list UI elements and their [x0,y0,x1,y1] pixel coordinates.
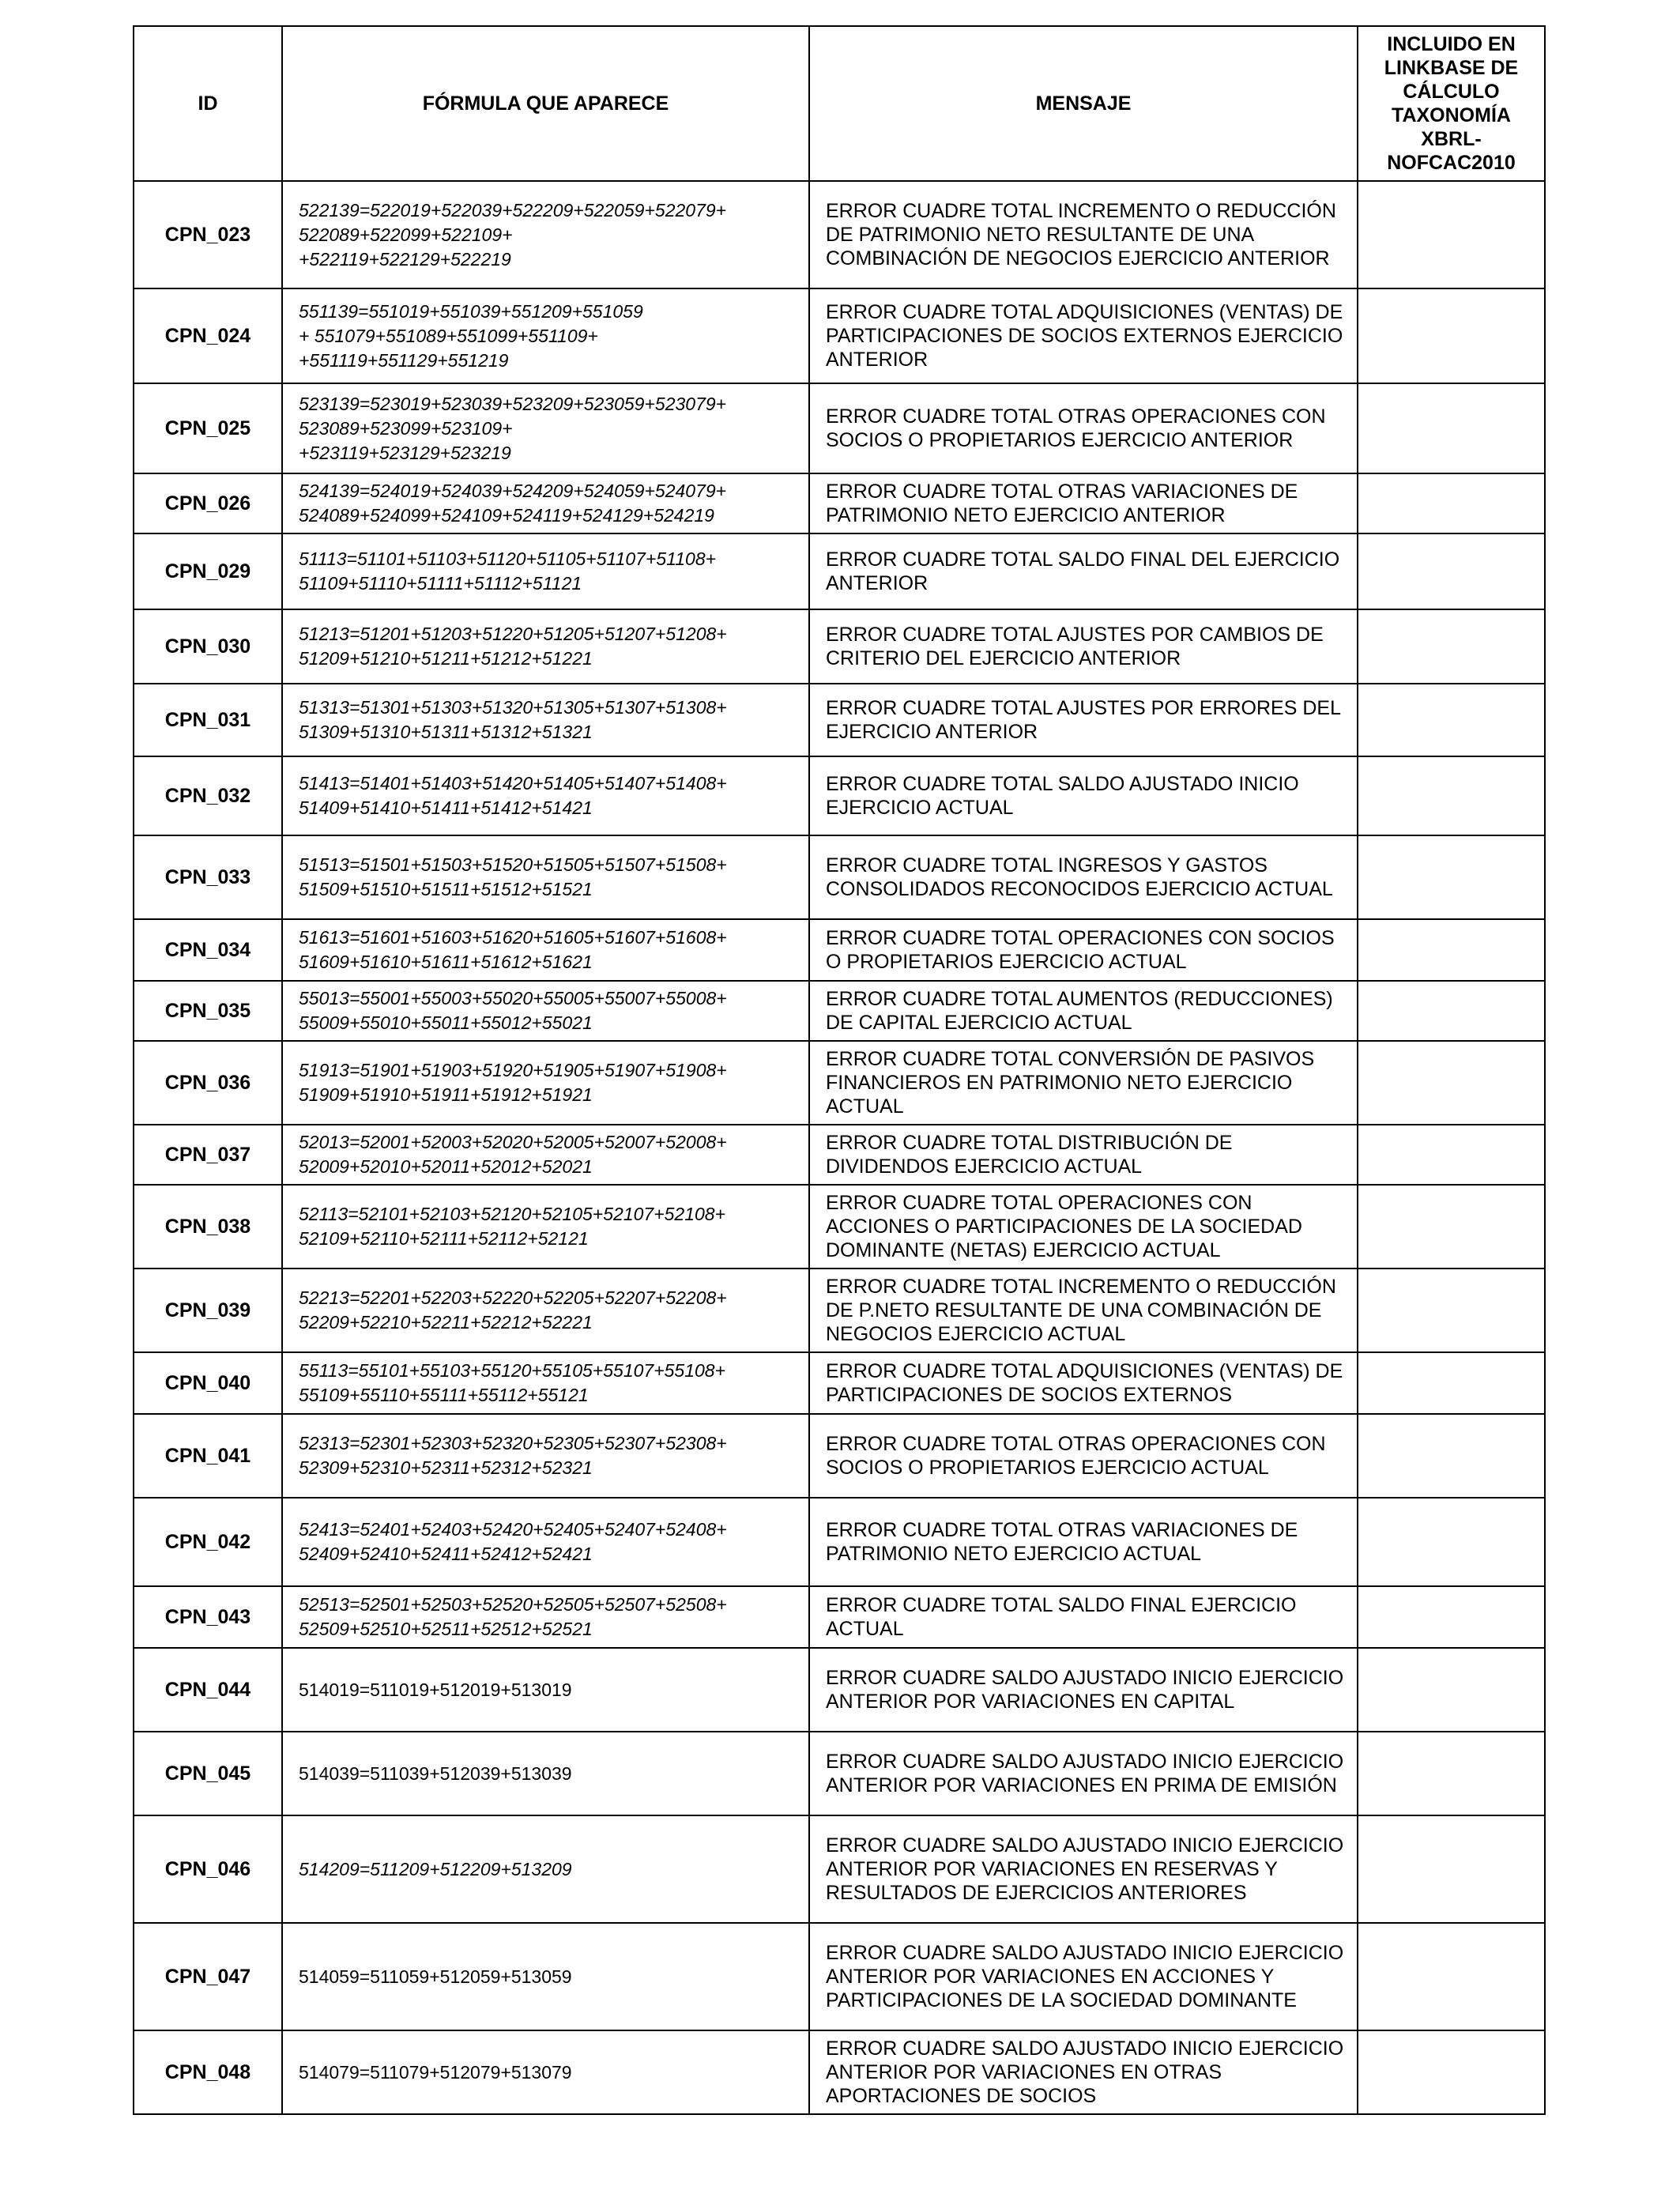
rule-included-cell [1358,1815,1545,1923]
rule-id: CPN_039 [134,1269,282,1352]
formula-line: 51609+51610+51611+51612+51621 [299,952,593,972]
formula-line: 522089+522099+522109+ [299,224,513,245]
table-row [134,1648,1545,1732]
table-row [134,1125,1545,1185]
rule-message: ERROR CUADRE TOTAL DISTRIBUCIÓN DE DIVIDENDOS EJERCICIO ACTUAL [809,1125,1358,1185]
rule-id: CPN_030 [134,609,282,684]
table-row [134,1041,1545,1125]
formula-line: 51113=51101+51103+51120+51105+51107+51108+ [299,548,717,569]
formula-line: 52013=52001+52003+52020+52005+52007+52008+ [299,1132,727,1152]
rule-included-cell [1358,181,1545,288]
rule-formula [282,756,809,835]
rule-message: ERROR CUADRE TOTAL OPERACIONES CON ACCIONES O PARTICIPACIONES DE LA SOCIEDAD DOMINANTE (NETAS) EJERCICIO ACTUAL [809,1185,1358,1269]
formula-line: 551139=551019+551039+551209+551059 [299,300,643,322]
rule-id: CPN_024 [134,288,282,383]
rule-included-cell [1358,533,1545,609]
rule-message: ERROR CUADRE TOTAL INCREMENTO O REDUCCIÓN DE PATRIMONIO NETO RESULTANTE DE UNA COMBINACIÓN DE NEGOCIOS EJERCICIO ANTERIOR [809,181,1358,288]
formula-line: +522119+522129+522219 [299,248,511,270]
table-row [134,1732,1545,1815]
header-formula: FÓRMULA QUE APARECE [282,26,809,181]
rule-id: CPN_031 [134,684,282,756]
rule-formula [282,1041,809,1125]
rule-message: ERROR CUADRE TOTAL SALDO FINAL EJERCICIO ACTUAL [809,1586,1358,1648]
formula-line: 52313=52301+52303+52320+52305+52307+52308+ [299,1433,727,1453]
rule-id: CPN_047 [134,1923,282,2030]
table-row [134,919,1545,981]
formula-line: 51513=51501+51503+51520+51505+51507+51508+ [299,854,727,875]
rule-formula [282,1269,809,1352]
rule-included-cell [1358,1923,1545,2030]
table-row [134,1923,1545,2030]
header-included-line: INCLUIDO EN [1387,33,1516,55]
validation-rules-table [133,25,1546,2115]
rule-message: ERROR CUADRE TOTAL AJUSTES POR CAMBIOS DE CRITERIO DEL EJERCICIO ANTERIOR [809,609,1358,684]
rule-included-cell [1358,1732,1545,1815]
formula-line: 55113=55101+55103+55120+55105+55107+55108+ [299,1360,726,1381]
table-row [134,1269,1545,1352]
formula-line: 51213=51201+51203+51220+51205+51207+51208+ [299,624,727,644]
rule-id: CPN_045 [134,1732,282,1815]
formula-line: 52113=52101+52103+52120+52105+52107+52108+ [299,1204,726,1224]
rule-formula [282,684,809,756]
formula-line: 51909+51910+51911+51912+51921 [299,1084,593,1105]
rule-formula [282,1185,809,1269]
header-included-line: TAXONOMÍA [1392,104,1511,126]
rule-message: ERROR CUADRE TOTAL INCREMENTO O REDUCCIÓN DE P.NETO RESULTANTE DE UNA COMBINACIÓN DE NEGOCIOS EJERCICIO ACTUAL [809,1269,1358,1352]
header-included-line: LINKBASE DE [1384,57,1519,79]
rule-message: ERROR CUADRE TOTAL INGRESOS Y GASTOS CONSOLIDADOS RECONOCIDOS EJERCICIO ACTUAL [809,835,1358,919]
formula-line: 522139=522019+522039+522209+522059+522079+ [299,199,727,221]
header-id: ID [134,26,282,181]
table-row [134,1414,1545,1498]
table-row [134,684,1545,756]
rule-included-cell [1358,1352,1545,1414]
table-row [134,1815,1545,1923]
table-row [134,981,1545,1041]
formula-line: 523139=523019+523039+523209+523059+523079+ [299,393,727,414]
rule-formula [282,473,809,533]
rule-id: CPN_035 [134,981,282,1041]
formula-line: 514209=511209+512209+513209 [299,1858,572,1879]
formula-line: 52409+52410+52411+52412+52421 [299,1544,593,1564]
rule-message: ERROR CUADRE TOTAL CONVERSIÓN DE PASIVOS FINANCIEROS EN PATRIMONIO NETO EJERCICIO ACTUAL [809,1041,1358,1125]
rule-formula [282,1586,809,1648]
rule-included-cell [1358,835,1545,919]
rule-message: ERROR CUADRE TOTAL OPERACIONES CON SOCIOS O PROPIETARIOS EJERCICIO ACTUAL [809,919,1358,981]
rule-formula [282,1648,809,1732]
formula-line: 51309+51310+51311+51312+51321 [299,722,593,742]
header-included [1358,26,1545,181]
rule-formula [282,919,809,981]
rule-included-cell [1358,473,1545,533]
rule-message: ERROR CUADRE TOTAL ADQUISICIONES (VENTAS) DE PARTICIPACIONES DE SOCIOS EXTERNOS EJERCICIO ANTERIOR [809,288,1358,383]
formula-line: 52309+52310+52311+52312+52321 [299,1457,593,1478]
formula-line: 52509+52510+52511+52512+52521 [299,1619,593,1639]
rule-formula [282,383,809,473]
rule-included-cell [1358,1648,1545,1732]
rule-id: CPN_034 [134,919,282,981]
formula-line: 514019=511019+512019+513019 [299,1679,572,1700]
rule-included-cell [1358,383,1545,473]
formula-line: 514039=511039+512039+513039 [299,1762,572,1784]
table-body [134,181,1545,2114]
formula-line: 51313=51301+51303+51320+51305+51307+51308+ [299,697,727,718]
table-row [134,1586,1545,1648]
rule-id: CPN_023 [134,181,282,288]
header-message: MENSAJE [809,26,1358,181]
formula-line: 51613=51601+51603+51620+51605+51607+51608+ [299,927,727,948]
formula-line: 55009+55010+55011+55012+55021 [299,1012,593,1033]
rule-id: CPN_048 [134,2030,282,2114]
rule-formula [282,2030,809,2114]
formula-line: 524089+524099+524109+524119+524129+524219 [299,505,714,526]
rule-included-cell [1358,919,1545,981]
formula-line: 52109+52110+52111+52112+52121 [299,1228,589,1249]
formula-line: 52209+52210+52211+52212+52221 [299,1312,593,1333]
table-row [134,2030,1545,2114]
rule-id: CPN_037 [134,1125,282,1185]
formula-line: 52213=52201+52203+52220+52205+52207+52208+ [299,1287,727,1308]
rule-formula [282,1815,809,1923]
rule-message: ERROR CUADRE TOTAL OTRAS VARIACIONES DE PATRIMONIO NETO EJERCICIO ACTUAL [809,1498,1358,1586]
rule-message: ERROR CUADRE SALDO AJUSTADO INICIO EJERCICIO ANTERIOR POR VARIACIONES EN PRIMA DE EMISIÓN [809,1732,1358,1815]
table-row [134,288,1545,383]
rule-message: ERROR CUADRE TOTAL SALDO FINAL DEL EJERCICIO ANTERIOR [809,533,1358,609]
formula-line: 55109+55110+55111+55112+55121 [299,1385,589,1405]
rule-formula [282,1414,809,1498]
rule-included-cell [1358,1498,1545,1586]
rule-message: ERROR CUADRE SALDO AJUSTADO INICIO EJERCICIO ANTERIOR POR VARIACIONES EN OTRAS APORTACIONES DE SOCIOS [809,2030,1358,2114]
table-row [134,181,1545,288]
rule-included-cell [1358,1041,1545,1125]
table-row [134,1185,1545,1269]
formula-line: 51409+51410+51411+51412+51421 [299,797,593,818]
rule-message: ERROR CUADRE SALDO AJUSTADO INICIO EJERCICIO ANTERIOR POR VARIACIONES EN ACCIONES Y PARTICIPACIONES DE LA SOCIEDAD DOMINANTE [809,1923,1358,2030]
table-row [134,533,1545,609]
rule-message: ERROR CUADRE TOTAL SALDO AJUSTADO INICIO EJERCICIO ACTUAL [809,756,1358,835]
rule-id: CPN_042 [134,1498,282,1586]
formula-line: 51913=51901+51903+51920+51905+51907+51908+ [299,1060,727,1080]
rule-formula [282,1352,809,1414]
rule-id: CPN_033 [134,835,282,919]
formula-line: 52009+52010+52011+52012+52021 [299,1156,593,1177]
rule-included-cell [1358,756,1545,835]
formula-line: 52513=52501+52503+52520+52505+52507+52508+ [299,1594,727,1615]
formula-line: 55013=55001+55003+55020+55005+55007+55008+ [299,988,727,1008]
rule-included-cell [1358,1185,1545,1269]
rule-id: CPN_036 [134,1041,282,1125]
rule-formula [282,1923,809,2030]
rule-included-cell [1358,1586,1545,1648]
rule-formula [282,981,809,1041]
table-row [134,383,1545,473]
rule-id: CPN_043 [134,1586,282,1648]
rule-id: CPN_041 [134,1414,282,1498]
header-included-line: XBRL- [1421,128,1482,150]
header-included-line: NOFCAC2010 [1387,152,1516,174]
rule-included-cell [1358,981,1545,1041]
rule-included-cell [1358,609,1545,684]
rule-formula [282,609,809,684]
rule-included-cell [1358,1125,1545,1185]
formula-line: 524139=524019+524039+524209+524059+524079+ [299,481,727,501]
rule-included-cell [1358,288,1545,383]
rule-formula [282,1498,809,1586]
rule-included-cell [1358,1269,1545,1352]
formula-line: 51109+51110+51111+51112+51121 [299,573,582,594]
formula-line: 52413=52401+52403+52420+52405+52407+52408+ [299,1519,727,1540]
rule-included-cell [1358,684,1545,756]
formula-line: 51509+51510+51511+51512+51521 [299,879,593,899]
rule-formula [282,533,809,609]
header-row [134,26,1545,181]
table-row [134,609,1545,684]
table-row [134,1352,1545,1414]
rule-message: ERROR CUADRE TOTAL OTRAS OPERACIONES CON SOCIOS O PROPIETARIOS EJERCICIO ACTUAL [809,1414,1358,1498]
rule-id: CPN_026 [134,473,282,533]
rule-id: CPN_029 [134,533,282,609]
rule-message: ERROR CUADRE TOTAL OTRAS OPERACIONES CON SOCIOS O PROPIETARIOS EJERCICIO ANTERIOR [809,383,1358,473]
rule-message: ERROR CUADRE TOTAL AJUSTES POR ERRORES DEL EJERCICIO ANTERIOR [809,684,1358,756]
table-row [134,756,1545,835]
header-included-line: CÁLCULO [1403,81,1500,103]
rule-id: CPN_038 [134,1185,282,1269]
table-row [134,835,1545,919]
formula-line: 51413=51401+51403+51420+51405+51407+51408+ [299,773,727,794]
rule-id: CPN_046 [134,1815,282,1923]
rule-formula [282,1125,809,1185]
table-row [134,473,1545,533]
rule-included-cell [1358,1414,1545,1498]
rule-id: CPN_025 [134,383,282,473]
rule-included-cell [1358,2030,1545,2114]
rule-id: CPN_044 [134,1648,282,1732]
rule-id: CPN_032 [134,756,282,835]
formula-line: + 551079+551089+551099+551109+ [299,325,598,346]
rule-formula [282,835,809,919]
rule-message: ERROR CUADRE SALDO AJUSTADO INICIO EJERCICIO ANTERIOR POR VARIACIONES EN RESERVAS Y RESULTADOS DE EJERCICIOS ANTERIORES [809,1815,1358,1923]
rule-formula [282,288,809,383]
rule-message: ERROR CUADRE TOTAL OTRAS VARIACIONES DE PATRIMONIO NETO EJERCICIO ANTERIOR [809,473,1358,533]
rule-formula [282,181,809,288]
rule-formula [282,1732,809,1815]
formula-line: 514079=511079+512079+513079 [299,2061,572,2083]
formula-line: +523119+523129+523219 [299,442,511,463]
table-row [134,1498,1545,1586]
rule-message: ERROR CUADRE TOTAL ADQUISICIONES (VENTAS) DE PARTICIPACIONES DE SOCIOS EXTERNOS [809,1352,1358,1414]
formula-line: +551119+551129+551219 [299,349,509,371]
rule-message: ERROR CUADRE TOTAL AUMENTOS (REDUCCIONES) DE CAPITAL EJERCICIO ACTUAL [809,981,1358,1041]
rule-id: CPN_040 [134,1352,282,1414]
rule-message: ERROR CUADRE SALDO AJUSTADO INICIO EJERCICIO ANTERIOR POR VARIACIONES EN CAPITAL [809,1648,1358,1732]
formula-line: 523089+523099+523109+ [299,417,513,439]
formula-line: 51209+51210+51211+51212+51221 [299,648,593,669]
formula-line: 514059=511059+512059+513059 [299,1966,572,1987]
